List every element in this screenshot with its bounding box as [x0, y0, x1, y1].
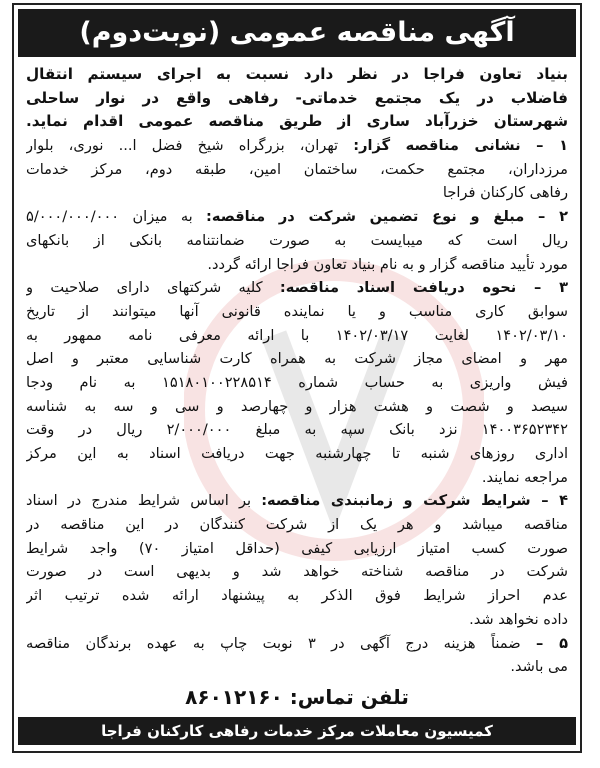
intro-line: فاضلاب در یک مجتمع خدماتی- رفاهی واقع در نوار ساحلی — [26, 88, 568, 107]
intro-line: بنیاد تعاون فراجا در نظر دارد نسبت به اجرای سیستم انتقال — [26, 65, 568, 83]
item-2-heading: ۲ – مبلغ و نوع تضمین شرکت در مناقصه: — [206, 208, 568, 226]
item-1-line: رفاهی کارکنان فراجا — [442, 184, 568, 202]
item-4-line: مناقصه میباشد و هر یک از شرکت کنندگان در این مناقصه در — [26, 516, 568, 534]
item-5-line: ۵ – ضمناً هزینه درج آگهی در ۳ نوبت چاپ به عهده برندگان مناقصه — [26, 634, 568, 652]
item-5-line: می باشد. — [510, 658, 568, 676]
item-2-line: ۲ – مبلغ و نوع تضمین شرکت در مناقصه: به میزان ۵/۰۰۰/۰۰۰/۰۰۰ — [26, 208, 568, 226]
item-3-line: ۱۴۰۰۳۶۵۲۳۴۲ نزد بانک سپه به مبلغ ۲/۰۰۰/۰۰۰ ریال در وقت — [26, 421, 568, 439]
item-3-line: اداری روزهای شنبه تا چهارشنبه جهت دریافت اسناد به این مرکز — [26, 445, 568, 462]
item-3-line: مهر و امضای مجاز شرکت به همراه کارت شناسایی معتبر و اصل — [26, 350, 568, 368]
item-4-line: عدم احراز شرایط فوق الذکر به پیشنهاد ارائه شده ترتیب اثر — [26, 587, 568, 605]
item-5-heading: ۵ – — [535, 634, 568, 652]
phone-number: ۸۶۰۱۲۱۶۰ — [185, 684, 283, 709]
item-3-heading: ۳ – نحوه دریافت اسناد مناقصه: — [279, 279, 568, 297]
item-3-line: فیش واریزی به حساب شماره ۱۵۱۸۰۱۰۰۲۲۸۵۱۴ به نام ودجا — [26, 373, 568, 391]
item-3-line: سوابق کاری مناسب و یا نماینده قانونی آنها میتوانند از تاریخ — [26, 302, 568, 320]
item-3-line: سیصد و شصت و هشت هزار و چهارصد و سی و سه به شناسه — [26, 397, 568, 415]
contact-label: تلفن تماس: — [289, 684, 409, 709]
item-1-line: ۱ – نشانی مناقصه گزار: تهران، بزرگراه شیخ فضل ا... نوری، بلوار — [26, 137, 568, 155]
item-3-line: مراجعه نمایند. — [481, 468, 568, 486]
item-3-line: ۱۴۰۲/۰۳/۱۰ لغایت ۱۴۰۲/۰۳/۱۷ با ارائه معرفی نامه ممهور به — [26, 326, 568, 344]
item-4-line: ۴ – شرایط شرکت و زمانبندی مناقصه: بر اساس شرایط مندرج در اسناد — [26, 492, 568, 510]
notice-title: آگهی مناقصه عمومی (نوبت‌دوم) — [18, 9, 576, 57]
item-4-line: صورت کسب امتیاز ارزیابی کیفی (حداقل امتیاز ۷۰) واجد شرایط — [26, 539, 568, 557]
tender-notice — [12, 3, 582, 753]
item-4-heading: ۴ – شرایط شرکت و زمانبندی مناقصه: — [261, 492, 568, 510]
item-2-line: ریال است که میبایست به صورت ضمانتنامه بانکی از بانکهای — [26, 231, 568, 249]
item-2-line: مورد تأیید مناقصه گزار و به نام بنیاد تعاون فراجا ارائه گردد. — [207, 255, 568, 273]
item-4-line: شرکت در مناقصه شناخته خواهد شد و بدیهی است در صورت — [26, 563, 568, 581]
item-3-line: ۳ – نحوه دریافت اسناد مناقصه: کلیه شرکتهای دارای صلاحیت و — [26, 279, 568, 297]
footer-signature: کمیسیون معاملات مرکز خدمات رفاهی کارکنان فراجا — [18, 717, 576, 745]
notice-body — [26, 63, 568, 713]
item-1-line: مرزداران، مجتمع حکمت، ساختمان امین، طبقه دوم، مرکز خدمات — [26, 160, 568, 178]
contact-phone — [26, 681, 568, 713]
item-4-line: داده نخواهد شد. — [469, 610, 568, 628]
item-1-heading: ۱ – نشانی مناقصه گزار: — [353, 137, 568, 155]
intro-line: شهرستان خزرآباد ساری از طریق مناقصه عمومی اقدام نماید. — [26, 112, 568, 131]
